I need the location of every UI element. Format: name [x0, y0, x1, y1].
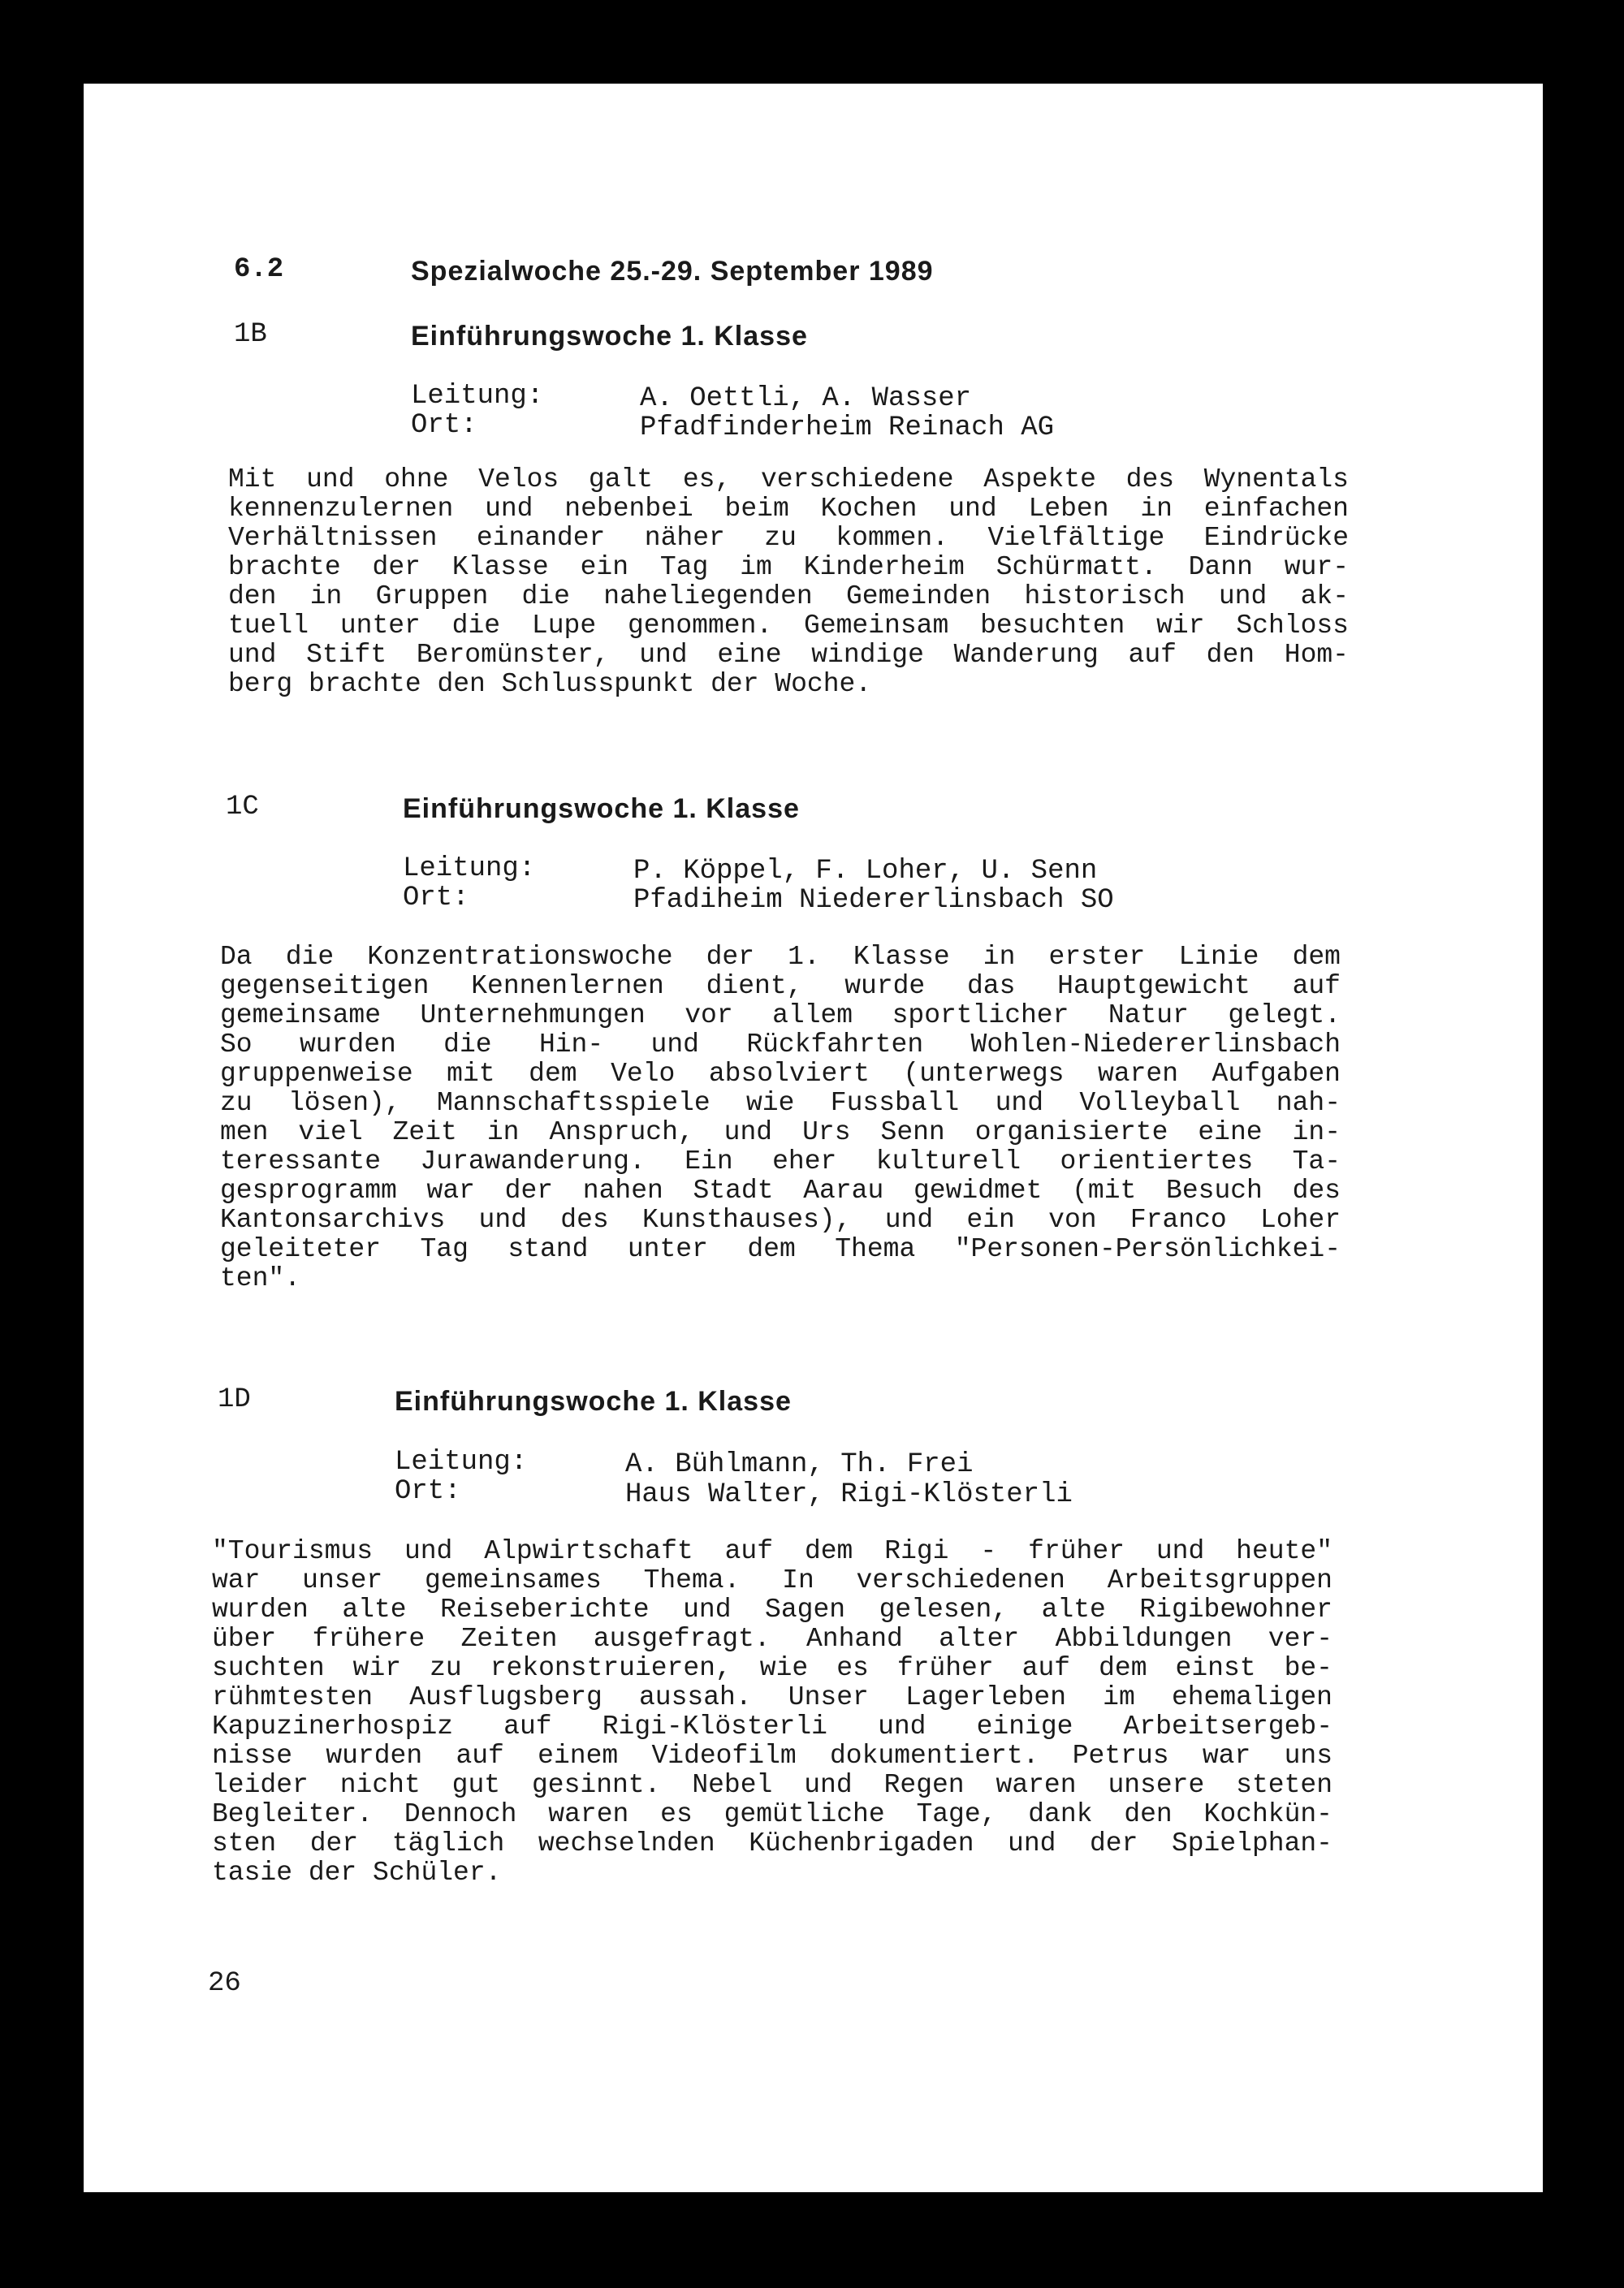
paragraph-line: leider nicht gut gesinnt. Nebel und Regen waren unsere steten: [212, 1770, 1332, 1800]
paragraph-line: gegenseitigen Kennenlernen dient, wurde das Hauptgewicht auf: [220, 971, 1341, 1001]
paragraph-line: tasie der Schüler.: [212, 1858, 502, 1888]
paragraph-line: So wurden die Hin- und Rückfahrten Wohlen-Niedererlinsbach: [220, 1030, 1341, 1060]
page-number: 26: [208, 1968, 241, 1999]
paragraph-line: teressante Jurawanderung. Ein eher kulturell orientiertes Ta-: [220, 1146, 1341, 1176]
ort-label: Ort:: [403, 883, 469, 913]
paragraph-line: nisse wurden auf einem Videofilm dokumentiert. Petrus war uns: [212, 1741, 1332, 1771]
section-paragraph: [212, 1537, 1332, 1888]
document-page: [84, 84, 1543, 2192]
paragraph-line: geleiteter Tag stand unter dem Thema "Personen-Persönlichkei-: [220, 1234, 1341, 1264]
paragraph-line: suchten wir zu rekonstruieren, wie es früher auf dem einst be-: [212, 1653, 1332, 1683]
paragraph-line: den in Gruppen die naheliegenden Gemeinden historisch und ak-: [228, 581, 1349, 611]
paragraph-line: über frühere Zeiten ausgefragt. Anhand alter Abbildungen ver-: [212, 1624, 1332, 1654]
ort-label: Ort:: [395, 1476, 461, 1507]
paragraph-line: Kantonsarchivs und des Kunsthauses), und ein von Franco Loher: [220, 1205, 1341, 1235]
paragraph-line: Verhältnissen einander näher zu kommen. Vielfältige Eindrücke: [228, 523, 1349, 553]
section-paragraph: [228, 465, 1349, 699]
paragraph-line: gemeinsame Unternehmungen vor allem sportlicher Natur gelegt.: [220, 1000, 1341, 1030]
paragraph-line: berg brachte den Schlusspunkt der Woche.: [228, 669, 872, 699]
section-heading: Einführungswoche 1. Klasse: [411, 321, 808, 352]
paragraph-line: Begleiter. Dennoch waren es gemütliche Tage, dank den Kochkün-: [212, 1799, 1332, 1829]
paragraph-line: ten".: [220, 1263, 301, 1293]
paragraph-line: "Tourismus und Alpwirtschaft auf dem Rigi - früher und heute": [212, 1536, 1332, 1566]
paragraph-line: Kapuzinerhospiz auf Rigi-Klösterli und einige Arbeitsergeb-: [212, 1712, 1332, 1742]
ort-value: Pfadfinderheim Reinach AG: [640, 412, 1055, 443]
paragraph-line: wurden alte Reiseberichte und Sagen gelesen, alte Rigibewohner: [212, 1595, 1332, 1625]
section-paragraph: [220, 943, 1341, 1293]
paragraph-line: gesprogramm war der nahen Stadt Aarau gewidmet (mit Besuch des: [220, 1176, 1341, 1206]
paragraph-line: gruppenweise mit dem Velo absolviert (unterwegs waren Aufgaben: [220, 1059, 1341, 1089]
ort-value: Pfadiheim Niedererlinsbach SO: [633, 885, 1114, 916]
section-heading: Einführungswoche 1. Klasse: [395, 1386, 792, 1417]
leitung-label: Leitung:: [403, 853, 536, 884]
paragraph-line: tuell unter die Lupe genommen. Gemeinsam besuchten wir Schloss: [228, 611, 1349, 641]
leitung-value: P. Köppel, F. Loher, U. Senn: [633, 856, 1098, 887]
paragraph-line: brachte der Klasse ein Tag im Kinderheim Schürmatt. Dann wur-: [228, 552, 1349, 582]
chapter-number: 6.2: [234, 254, 284, 285]
ort-value: Haus Walter, Rigi-Klösterli: [625, 1479, 1073, 1510]
paragraph-line: sten der täglich wechselnden Küchenbrigaden und der Spielphan-: [212, 1828, 1332, 1858]
paragraph-line: rühmtesten Ausflugsberg aussah. Unser Lagerleben im ehemaligen: [212, 1682, 1332, 1712]
paragraph-line: men viel Zeit in Anspruch, und Urs Senn organisierte eine in-: [220, 1117, 1341, 1147]
section-code: 1B: [234, 319, 267, 350]
paragraph-line: Da die Konzentrationswoche der 1. Klasse in erster Linie dem: [220, 942, 1341, 972]
paragraph-line: war unser gemeinsames Thema. In verschiedenen Arbeitsgruppen: [212, 1565, 1332, 1595]
paragraph-line: Mit und ohne Velos galt es, verschiedene Aspekte des Wynentals: [228, 464, 1349, 494]
ort-label: Ort:: [411, 410, 477, 441]
leitung-label: Leitung:: [395, 1447, 528, 1478]
leitung-value: A. Bühlmann, Th. Frei: [625, 1449, 974, 1480]
section-heading: Einführungswoche 1. Klasse: [403, 793, 800, 824]
paragraph-line: kennenzulernen und nebenbei beim Kochen und Leben in einfachen: [228, 494, 1349, 524]
section-code: 1D: [218, 1384, 251, 1415]
paragraph-line: zu lösen), Mannschaftsspiele wie Fussball und Volleyball nah-: [220, 1088, 1341, 1118]
section-code: 1C: [226, 792, 259, 822]
leitung-label: Leitung:: [411, 381, 544, 412]
chapter-title: Spezialwoche 25.-29. September 1989: [411, 256, 934, 287]
leitung-value: A. Oettli, A. Wasser: [640, 383, 972, 414]
paragraph-line: und Stift Beromünster, und eine windige Wanderung auf den Hom-: [228, 640, 1349, 670]
